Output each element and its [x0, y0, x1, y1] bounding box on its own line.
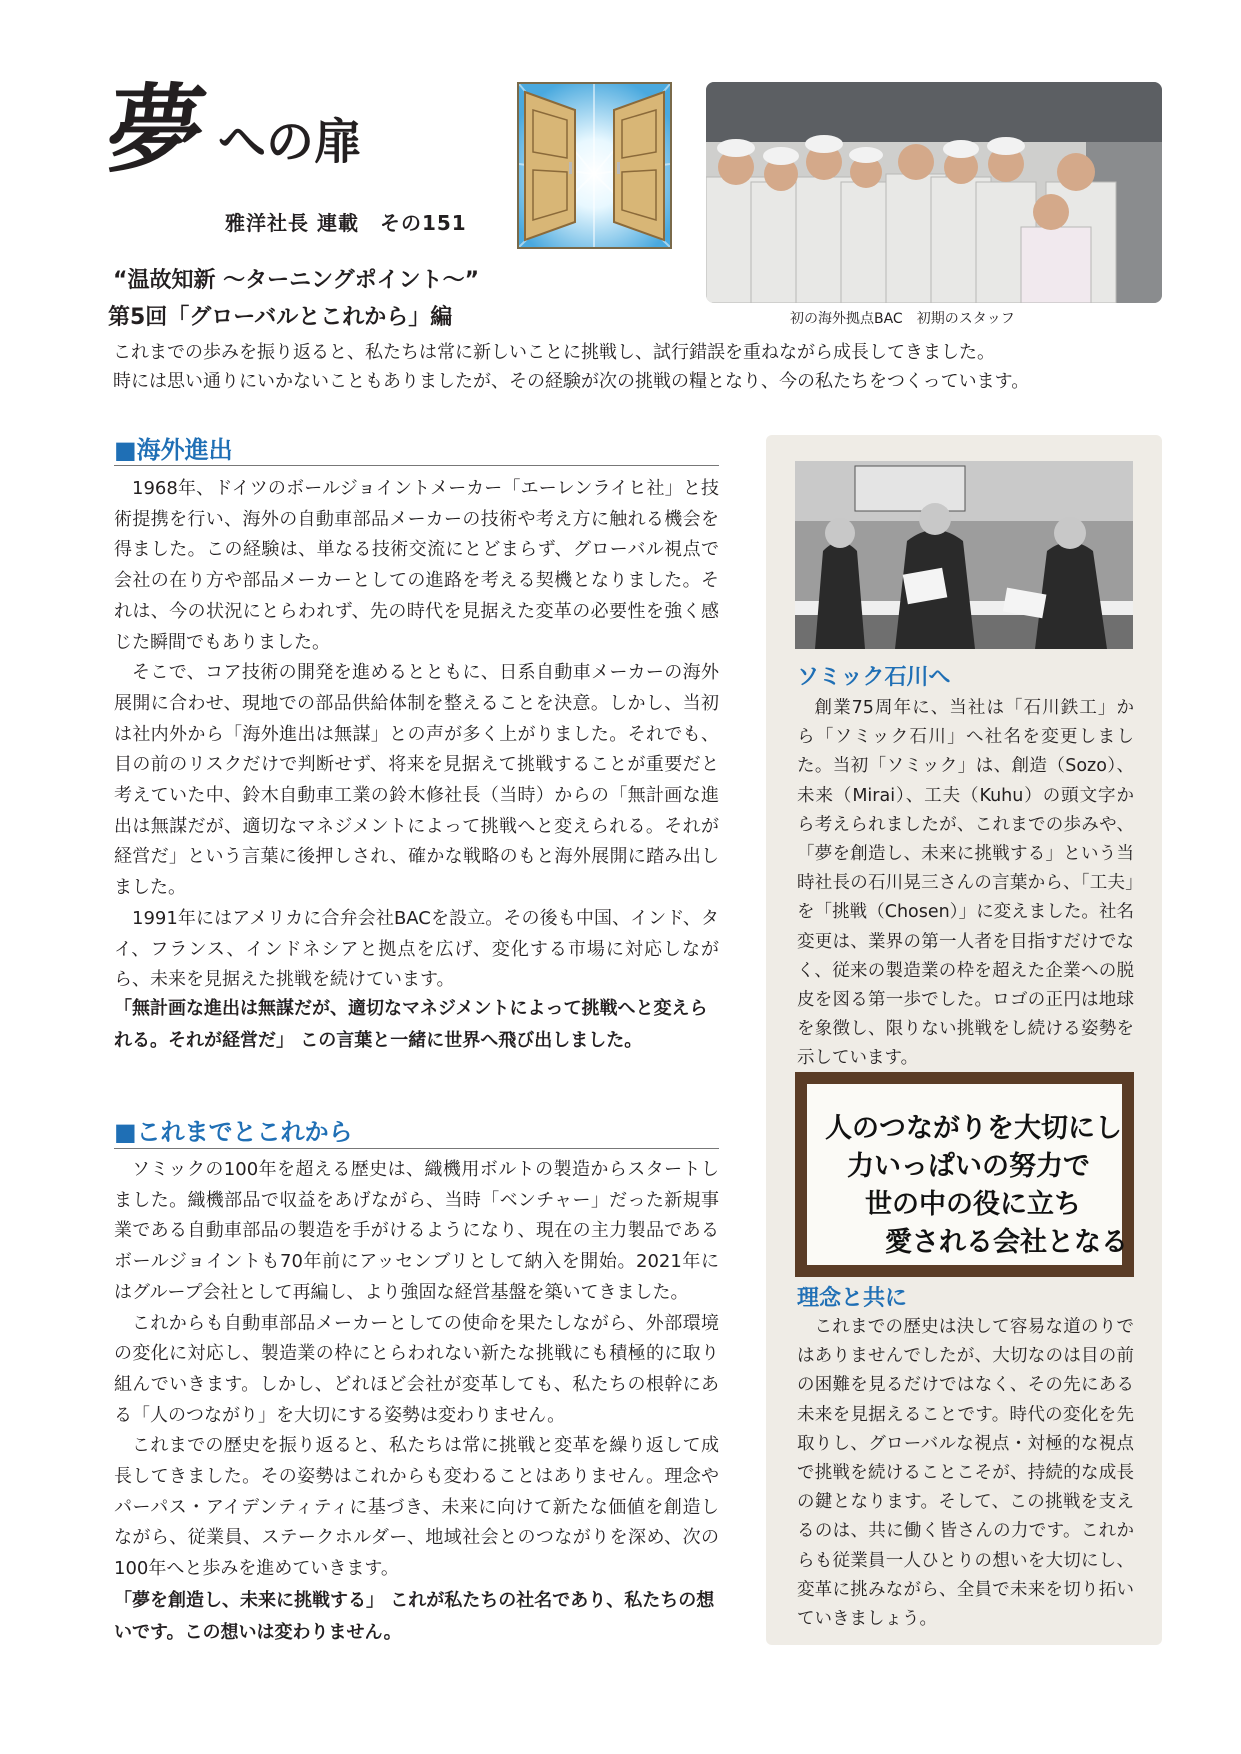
sidebar-body-philosophy	[797, 1313, 1134, 1634]
intro-line-1: これまでの歩みを振り返ると、私たちは常に新しいことに挑戦し、試行錯誤を重ねながら成長してきました。	[113, 342, 995, 363]
section-divider	[114, 1148, 719, 1149]
sidebar-heading-philosophy: 理念と共に	[797, 1286, 908, 1311]
bac-staff-photo	[706, 82, 1162, 303]
door-icon	[519, 84, 670, 247]
motto-board	[807, 1084, 1128, 1265]
motto-line: 愛される会社となる	[885, 1227, 1128, 1258]
motto-line: 力いっぱいの努力で	[847, 1151, 1090, 1182]
title-text: への扉	[218, 114, 363, 170]
chapter-title: 第5回「グローバルとこれから」編	[108, 305, 453, 330]
title-kanji: 夢	[100, 73, 211, 186]
emphasis-quote: 「夢を創造し、未来に挑戦する」 これが私たちの社名であり、私たちの想いです。この想いは変わりません。	[114, 1590, 715, 1643]
paragraph: 1991年にはアメリカに合弁会社BACを設立。その後も中国、インド、タイ、フランス、インドネシアと拠点を広げ、変化する市場に対応しながら、未来を見据えた挑戦を続けています。	[114, 907, 719, 991]
meeting-photo-icon	[795, 461, 1133, 649]
paragraph: 1968年、ドイツのボールジョイントメーカー「エーレンライヒ社」と技術提携を行い、海外の自動車部品メーカーの技術や考え方に触れる機会を得ました。この経験は、単なる技術交流にとどまらず、グローバル視点で会社の在り方や部品メーカーとしての進路を考える契機となりました。それは、今の状況にとらわれず、先の時代を見据えた変革の必要性を強く感じた瞬間でもありました。	[114, 478, 719, 653]
motto-line: 世の中の役に立ち	[865, 1189, 1081, 1220]
paragraph: そこで、コア技術の開発を進めるとともに、日系自動車メーカーの海外展開に合わせ、現地での部品供給体制を整えることを決意。しかし、当初は社内外から「海外進出は無謀」との声が多く上がりました。それでも、目の前のリスクだけで判断せず、将来を見据えて挑戦することが重要だと考えていた中、鈴木自動車工業の鈴木修社長（当時）からの「無計画な進出は無謀だが、適切なマネジメントによって挑戦へと変えられる。それが経営だ」という言葉に後押しされ、確かな戦略のもと海外展開に踏み出しました。	[114, 662, 719, 899]
sidebar-body-somic	[797, 694, 1134, 1074]
paragraph: これまでの歴史は決して容易な道のりではありませんでしたが、大切なのは目の前の困難を見るだけではなく、その先にある未来を見据えることです。時代の変化を先取りし、グローバルな視点・対極的な視点で挑戦を続けることこそが、持続的な成長の鍵となります。そして、この挑戦を支えるのは、共に働く皆さんの力です。これからも従業員一人ひとりの想いを大切にし、変革に挑みながら、全員で未来を切り拓いていきましょう。	[797, 1317, 1134, 1630]
section-body-future	[114, 1155, 719, 1585]
section-divider	[114, 465, 719, 466]
series-label: 雅洋社長 連載 その151	[225, 211, 467, 235]
door-illustration	[517, 82, 672, 249]
section-body-overseas	[114, 474, 719, 996]
emphasis-quote: 「無計画な進出は無謀だが、適切なマネジメントによって挑戦へと変えられる。それが経営だ」 この言葉と一緒に世界へ飛び出しました。	[114, 998, 708, 1051]
paragraph: ソミックの100年を超える歴史は、織機用ボルトの製造からスタートしました。織機部品で収益をあげながら、当時「ベンチャー」だった新規事業である自動車部品の製造を手がけるようになり、現在の主力製品であるボールジョイントも70年前にアッセンブリとして納入を開始。2021年にはグループ会社として再編し、より強固な経営基盤を築いてきました。	[114, 1159, 719, 1303]
photo-caption: 初の海外拠点BAC 初期のスタッフ	[790, 311, 1015, 327]
sidebar-heading-somic: ソミック石川へ	[797, 665, 951, 690]
paragraph: 創業75周年に、当社は「石川鉄工」から「ソミック石川」へ社名を変更しました。当初「ソミック」は、創造（Sozo）、未来（Mirai）、工夫（Kuhu）の頭文字から考えられましたが、これまでの歩みや、「夢を創造し、未来に挑戦する」という当時社長の石川晃三さんの言葉から、「工夫」を「挑戦（Chosen）」に変えました。社名変更は、業界の第一人者を目指すだけでなく、従来の製造業の枠を超えた企業への脱皮を図る第一歩でした。ロゴの正円は地球を象徴し、限りない挑戦をし続ける姿勢を示しています。	[797, 698, 1134, 1069]
section-heading-future: ■これまでとこれから	[114, 1118, 353, 1146]
framed-motto	[795, 1072, 1134, 1277]
paragraph: これまでの歴史を振り返ると、私たちは常に挑戦と変革を繰り返して成長してきました。その姿勢はこれからも変わることはありません。理念やパーパス・アイデンティティに基づき、未来に向けて新たな価値を創造しながら、従業員、ステークホルダー、地域社会とのつながりを深め、次の100年へと歩みを進めていきます。	[114, 1435, 719, 1580]
section-heading-overseas: ■海外進出	[114, 436, 233, 464]
intro-line-2: 時には思い通りにいかないこともありましたが、その経験が次の挑戦の糧となり、今の私たちをつくっています。	[113, 371, 1030, 392]
article-quote-title: “温故知新 〜ターニングポイント〜”	[113, 268, 480, 293]
meeting-photo	[795, 461, 1133, 649]
paragraph: これからも自動車部品メーカーとしての使命を果たしながら、外部環境の変化に対応し、製造業の枠にとらわれない新たな挑戦にも積極的に取り組んでいきます。しかし、どれほど会社が変革しても、私たちの根幹にある「人のつながり」を大切にする姿勢は変わりません。	[114, 1312, 719, 1426]
group-photo-icon	[706, 82, 1162, 303]
motto-line: 人のつながりを大切にし	[825, 1113, 1122, 1144]
